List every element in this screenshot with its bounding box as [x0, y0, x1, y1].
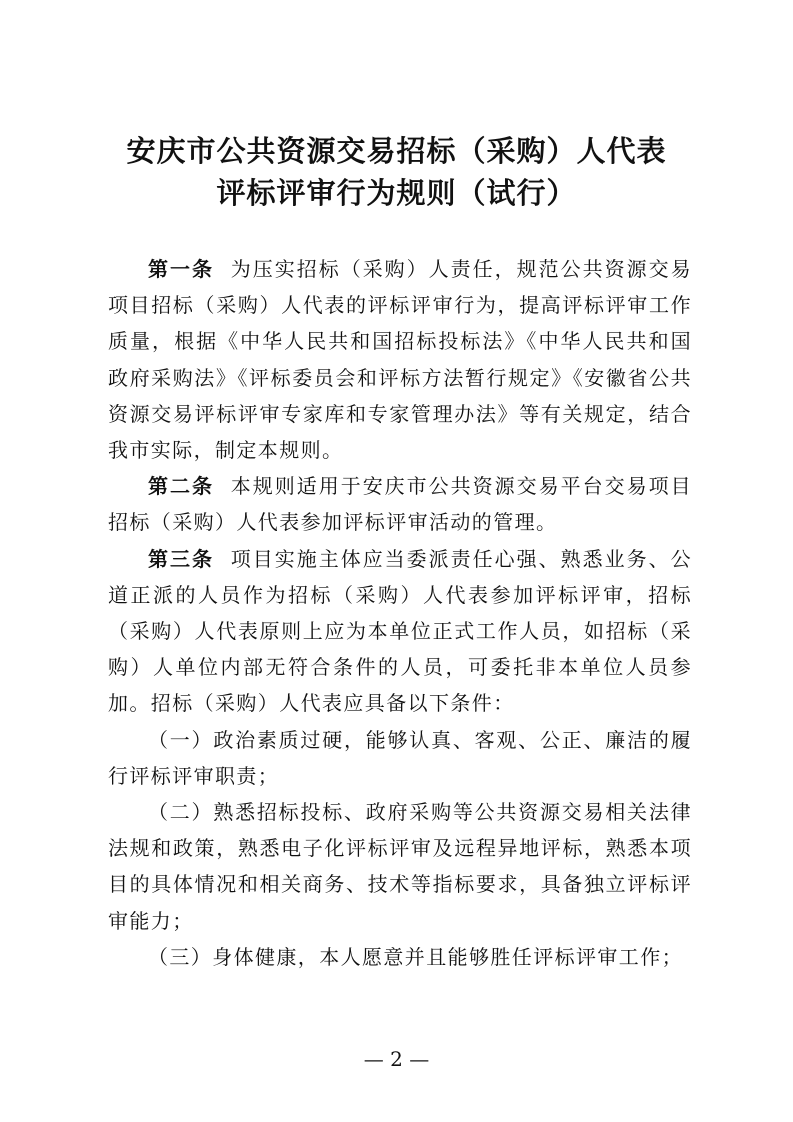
article-1-text: 为压实招标（采购）人责任，规范公共资源交易项目招标（采购）人代表的评标评审行为，提高评标评审工作质量，根据《中华人民共和国招标投标法》《中华人民共和国政府采购法》《评标委员会和评标方法暂行规定》《安徽省公共资源交易评标评审专家库和专家管理办法》等有关规定，结合我市实际，制定本规则。	[108, 257, 693, 463]
article-1	[108, 251, 692, 468]
document-body	[108, 251, 692, 975]
article-2-label: 第二条	[148, 474, 214, 499]
article-3-text: 项目实施主体应当委派责任心强、熟悉业务、公道正派的人员作为招标（采购）人代表参加评标评审，招标（采购）人代表原则上应为本单位正式工作人员，如招标（采购）人单位内部无符合条件的人员，可委托非本单位人员参加。招标（采购）人代表应具备以下条件：	[108, 546, 693, 716]
list-item: （二）熟悉招标投标、政府采购等公共资源交易相关法律法规和政策，熟悉电子化评标评审及远程异地评标，熟悉本项目的具体情况和相关商务、技术等指标要求，具备独立评标评审能力；	[108, 800, 692, 933]
article-1-label: 第一条	[148, 257, 214, 281]
page-number: — 2 —	[363, 1047, 430, 1071]
article-3	[108, 541, 692, 722]
article-2-text: 本规则适用于安庆市公共资源交易平台交易项目招标（采购）人代表参加评标评审活动的管理。	[108, 474, 693, 535]
document-title-line-1: 安庆市公共资源交易招标（采购）人代表	[126, 134, 667, 168]
article-3-label: 第三条	[148, 546, 214, 571]
list-item: （三）身体健康，本人愿意并且能够胜任评标评审工作；	[148, 944, 683, 969]
document-title-line-2: 评标评审行为规则（试行）	[216, 176, 577, 210]
list-item: （一）政治素质过硬，能够认真、客观、公正、廉洁的履行评标评审职责；	[108, 727, 692, 788]
article-2	[108, 468, 692, 540]
